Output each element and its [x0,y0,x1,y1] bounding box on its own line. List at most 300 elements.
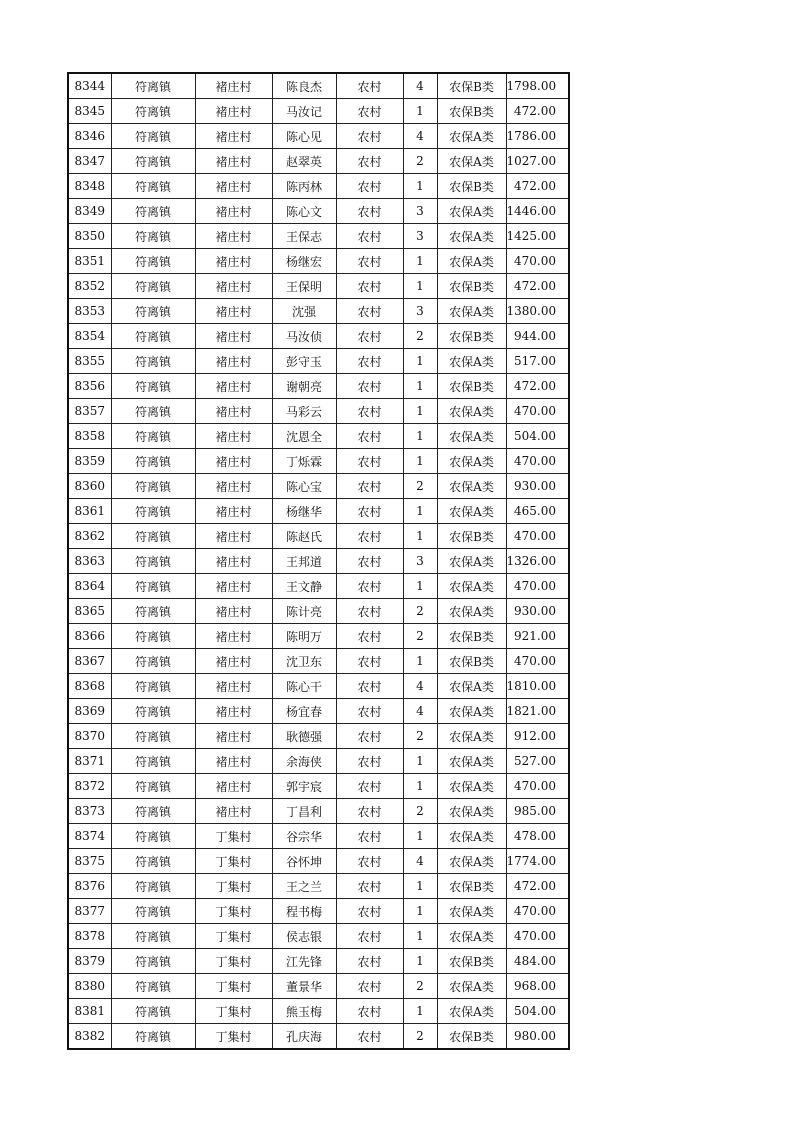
town-cell: 符离镇 [111,274,195,299]
household-size-cell: 1 [403,249,437,274]
insurance-category-cell: 农保A类 [437,824,506,849]
village-cell: 褚庄村 [195,499,272,524]
record-number-cell: 8358 [68,424,111,449]
town-cell: 符离镇 [111,1024,195,1050]
table-row [68,899,569,924]
area-type-cell: 农村 [336,999,403,1024]
insurance-category-cell: 农保A类 [437,674,506,699]
town-cell: 符离镇 [111,99,195,124]
area-type-cell: 农村 [336,199,403,224]
table-row [68,73,569,99]
village-cell: 丁集村 [195,874,272,899]
records-table [67,72,570,1050]
household-size-cell: 2 [403,724,437,749]
area-type-cell: 农村 [336,149,403,174]
insurance-category-cell: 农保A类 [437,974,506,999]
town-cell: 符离镇 [111,599,195,624]
village-cell: 褚庄村 [195,799,272,824]
village-cell: 褚庄村 [195,574,272,599]
town-cell: 符离镇 [111,324,195,349]
record-number-cell: 8371 [68,749,111,774]
table-row [68,249,569,274]
record-number-cell: 8367 [68,649,111,674]
household-size-cell: 4 [403,674,437,699]
area-type-cell: 农村 [336,924,403,949]
table-row [68,149,569,174]
table-row [68,274,569,299]
name-cell: 陈心见 [272,124,336,149]
amount-cell: 517.00 [506,349,569,374]
town-cell: 符离镇 [111,849,195,874]
area-type-cell: 农村 [336,774,403,799]
household-size-cell: 1 [403,649,437,674]
record-number-cell: 8346 [68,124,111,149]
area-type-cell: 农村 [336,474,403,499]
village-cell: 褚庄村 [195,174,272,199]
record-number-cell: 8381 [68,999,111,1024]
town-cell: 符离镇 [111,474,195,499]
name-cell: 江先锋 [272,949,336,974]
table-row [68,399,569,424]
household-size-cell: 1 [403,99,437,124]
record-number-cell: 8356 [68,374,111,399]
amount-cell: 527.00 [506,749,569,774]
town-cell: 符离镇 [111,73,195,99]
amount-cell: 470.00 [506,399,569,424]
table-row [68,624,569,649]
table-row [68,324,569,349]
insurance-category-cell: 农保A类 [437,224,506,249]
name-cell: 杨继华 [272,499,336,524]
household-size-cell: 1 [403,749,437,774]
town-cell: 符离镇 [111,449,195,474]
amount-cell: 921.00 [506,624,569,649]
record-number-cell: 8352 [68,274,111,299]
record-number-cell: 8344 [68,73,111,99]
name-cell: 王保明 [272,274,336,299]
record-number-cell: 8366 [68,624,111,649]
name-cell: 孔庆海 [272,1024,336,1050]
household-size-cell: 3 [403,224,437,249]
area-type-cell: 农村 [336,674,403,699]
insurance-category-cell: 农保A类 [437,474,506,499]
village-cell: 褚庄村 [195,299,272,324]
amount-cell: 478.00 [506,824,569,849]
name-cell: 王保志 [272,224,336,249]
table-row [68,974,569,999]
insurance-category-cell: 农保A类 [437,149,506,174]
village-cell: 褚庄村 [195,349,272,374]
town-cell: 符离镇 [111,699,195,724]
table-row [68,474,569,499]
area-type-cell: 农村 [336,73,403,99]
household-size-cell: 1 [403,424,437,449]
area-type-cell: 农村 [336,749,403,774]
insurance-category-cell: 农保A类 [437,999,506,1024]
amount-cell: 1027.00 [506,149,569,174]
town-cell: 符离镇 [111,549,195,574]
insurance-category-cell: 农保A类 [437,124,506,149]
area-type-cell: 农村 [336,374,403,399]
amount-cell: 968.00 [506,974,569,999]
town-cell: 符离镇 [111,774,195,799]
village-cell: 丁集村 [195,999,272,1024]
village-cell: 褚庄村 [195,424,272,449]
village-cell: 丁集村 [195,974,272,999]
record-number-cell: 8369 [68,699,111,724]
household-size-cell: 1 [403,499,437,524]
amount-cell: 504.00 [506,424,569,449]
table-row [68,724,569,749]
household-size-cell: 4 [403,849,437,874]
amount-cell: 470.00 [506,249,569,274]
area-type-cell: 农村 [336,549,403,574]
amount-cell: 472.00 [506,874,569,899]
table-row [68,599,569,624]
household-size-cell: 2 [403,149,437,174]
table-row [68,424,569,449]
record-number-cell: 8365 [68,599,111,624]
village-cell: 丁集村 [195,949,272,974]
record-number-cell: 8375 [68,849,111,874]
name-cell: 丁烁霖 [272,449,336,474]
record-number-cell: 8374 [68,824,111,849]
table-row [68,699,569,724]
table-row [68,999,569,1024]
village-cell: 褚庄村 [195,399,272,424]
insurance-category-cell: 农保A类 [437,299,506,324]
amount-cell: 912.00 [506,724,569,749]
town-cell: 符离镇 [111,999,195,1024]
household-size-cell: 1 [403,874,437,899]
town-cell: 符离镇 [111,124,195,149]
name-cell: 郭宇宸 [272,774,336,799]
household-size-cell: 4 [403,699,437,724]
town-cell: 符离镇 [111,724,195,749]
name-cell: 程书梅 [272,899,336,924]
household-size-cell: 1 [403,774,437,799]
town-cell: 符离镇 [111,824,195,849]
household-size-cell: 3 [403,549,437,574]
table-row [68,374,569,399]
amount-cell: 1446.00 [506,199,569,224]
table-row [68,749,569,774]
insurance-category-cell: 农保B类 [437,1024,506,1050]
area-type-cell: 农村 [336,724,403,749]
insurance-category-cell: 农保A类 [437,924,506,949]
village-cell: 褚庄村 [195,449,272,474]
amount-cell: 944.00 [506,324,569,349]
town-cell: 符离镇 [111,899,195,924]
insurance-category-cell: 农保A类 [437,424,506,449]
insurance-category-cell: 农保A类 [437,249,506,274]
name-cell: 王邦道 [272,549,336,574]
record-number-cell: 8372 [68,774,111,799]
amount-cell: 470.00 [506,649,569,674]
amount-cell: 472.00 [506,274,569,299]
household-size-cell: 2 [403,624,437,649]
town-cell: 符离镇 [111,349,195,374]
insurance-category-cell: 农保A类 [437,699,506,724]
table-row [68,849,569,874]
insurance-category-cell: 农保A类 [437,549,506,574]
table-body [68,73,569,1049]
area-type-cell: 农村 [336,974,403,999]
table-row [68,649,569,674]
village-cell: 褚庄村 [195,599,272,624]
town-cell: 符离镇 [111,424,195,449]
area-type-cell: 农村 [336,424,403,449]
record-number-cell: 8376 [68,874,111,899]
name-cell: 王文静 [272,574,336,599]
name-cell: 耿德强 [272,724,336,749]
insurance-category-cell: 农保A类 [437,449,506,474]
area-type-cell: 农村 [336,874,403,899]
record-number-cell: 8354 [68,324,111,349]
table-row [68,774,569,799]
insurance-category-cell: 农保A类 [437,724,506,749]
record-number-cell: 8379 [68,949,111,974]
record-number-cell: 8353 [68,299,111,324]
name-cell: 陈计亮 [272,599,336,624]
village-cell: 丁集村 [195,924,272,949]
insurance-category-cell: 农保B类 [437,949,506,974]
amount-cell: 1380.00 [506,299,569,324]
household-size-cell: 2 [403,324,437,349]
table-row [68,674,569,699]
household-size-cell: 1 [403,949,437,974]
household-size-cell: 1 [403,399,437,424]
name-cell: 谷怀坤 [272,849,336,874]
village-cell: 褚庄村 [195,749,272,774]
area-type-cell: 农村 [336,399,403,424]
name-cell: 谢朝亮 [272,374,336,399]
town-cell: 符离镇 [111,149,195,174]
name-cell: 沈强 [272,299,336,324]
village-cell: 褚庄村 [195,774,272,799]
town-cell: 符离镇 [111,199,195,224]
insurance-category-cell: 农保A类 [437,849,506,874]
area-type-cell: 农村 [336,599,403,624]
amount-cell: 1326.00 [506,549,569,574]
area-type-cell: 农村 [336,499,403,524]
record-number-cell: 8377 [68,899,111,924]
amount-cell: 1798.00 [506,73,569,99]
area-type-cell: 农村 [336,349,403,374]
town-cell: 符离镇 [111,574,195,599]
area-type-cell: 农村 [336,174,403,199]
household-size-cell: 2 [403,1024,437,1050]
area-type-cell: 农村 [336,274,403,299]
amount-cell: 504.00 [506,999,569,1024]
amount-cell: 484.00 [506,949,569,974]
town-cell: 符离镇 [111,874,195,899]
name-cell: 丁昌利 [272,799,336,824]
household-size-cell: 4 [403,73,437,99]
name-cell: 马汝记 [272,99,336,124]
amount-cell: 985.00 [506,799,569,824]
record-number-cell: 8355 [68,349,111,374]
household-size-cell: 1 [403,174,437,199]
amount-cell: 930.00 [506,474,569,499]
record-number-cell: 8380 [68,974,111,999]
village-cell: 褚庄村 [195,99,272,124]
area-type-cell: 农村 [336,1024,403,1050]
insurance-category-cell: 农保B类 [437,874,506,899]
table-row [68,549,569,574]
village-cell: 褚庄村 [195,374,272,399]
insurance-category-cell: 农保A类 [437,899,506,924]
name-cell: 陈丙林 [272,174,336,199]
area-type-cell: 农村 [336,524,403,549]
record-number-cell: 8360 [68,474,111,499]
area-type-cell: 农村 [336,799,403,824]
name-cell: 赵翠英 [272,149,336,174]
table-row [68,124,569,149]
area-type-cell: 农村 [336,324,403,349]
amount-cell: 1786.00 [506,124,569,149]
amount-cell: 980.00 [506,1024,569,1050]
name-cell: 陈良杰 [272,73,336,99]
household-size-cell: 2 [403,974,437,999]
insurance-category-cell: 农保A类 [437,599,506,624]
village-cell: 褚庄村 [195,624,272,649]
amount-cell: 1774.00 [506,849,569,874]
household-size-cell: 1 [403,274,437,299]
town-cell: 符离镇 [111,949,195,974]
town-cell: 符离镇 [111,224,195,249]
table-row [68,349,569,374]
amount-cell: 470.00 [506,924,569,949]
household-size-cell: 1 [403,349,437,374]
insurance-category-cell: 农保A类 [437,749,506,774]
amount-cell: 472.00 [506,174,569,199]
record-number-cell: 8378 [68,924,111,949]
record-number-cell: 8359 [68,449,111,474]
insurance-category-cell: 农保A类 [437,199,506,224]
town-cell: 符离镇 [111,799,195,824]
insurance-category-cell: 农保B类 [437,99,506,124]
record-number-cell: 8357 [68,399,111,424]
record-number-cell: 8370 [68,724,111,749]
name-cell: 陈心干 [272,674,336,699]
insurance-category-cell: 农保B类 [437,374,506,399]
amount-cell: 1810.00 [506,674,569,699]
area-type-cell: 农村 [336,249,403,274]
village-cell: 丁集村 [195,824,272,849]
town-cell: 符离镇 [111,299,195,324]
record-number-cell: 8373 [68,799,111,824]
record-number-cell: 8361 [68,499,111,524]
village-cell: 褚庄村 [195,324,272,349]
town-cell: 符离镇 [111,174,195,199]
town-cell: 符离镇 [111,399,195,424]
table-row [68,1024,569,1050]
name-cell: 董景华 [272,974,336,999]
amount-cell: 470.00 [506,524,569,549]
amount-cell: 465.00 [506,499,569,524]
insurance-category-cell: 农保A类 [437,499,506,524]
village-cell: 褚庄村 [195,474,272,499]
town-cell: 符离镇 [111,924,195,949]
table-row [68,924,569,949]
town-cell: 符离镇 [111,524,195,549]
area-type-cell: 农村 [336,574,403,599]
table-row [68,799,569,824]
household-size-cell: 2 [403,799,437,824]
insurance-category-cell: 农保B类 [437,524,506,549]
village-cell: 褚庄村 [195,724,272,749]
name-cell: 陈明万 [272,624,336,649]
name-cell: 熊玉梅 [272,999,336,1024]
household-size-cell: 1 [403,574,437,599]
village-cell: 丁集村 [195,1024,272,1050]
household-size-cell: 4 [403,124,437,149]
table-row [68,224,569,249]
household-size-cell: 1 [403,449,437,474]
town-cell: 符离镇 [111,674,195,699]
insurance-category-cell: 农保B类 [437,73,506,99]
household-size-cell: 2 [403,474,437,499]
area-type-cell: 农村 [336,949,403,974]
village-cell: 褚庄村 [195,73,272,99]
area-type-cell: 农村 [336,849,403,874]
area-type-cell: 农村 [336,124,403,149]
record-number-cell: 8368 [68,674,111,699]
amount-cell: 470.00 [506,449,569,474]
name-cell: 彭守玉 [272,349,336,374]
household-size-cell: 1 [403,374,437,399]
village-cell: 褚庄村 [195,149,272,174]
insurance-category-cell: 农保B类 [437,174,506,199]
name-cell: 马汝侦 [272,324,336,349]
record-number-cell: 8364 [68,574,111,599]
name-cell: 陈心文 [272,199,336,224]
table-row [68,524,569,549]
name-cell: 沈卫东 [272,649,336,674]
town-cell: 符离镇 [111,649,195,674]
village-cell: 褚庄村 [195,124,272,149]
name-cell: 余海侠 [272,749,336,774]
name-cell: 杨继宏 [272,249,336,274]
amount-cell: 1821.00 [506,699,569,724]
amount-cell: 470.00 [506,899,569,924]
insurance-category-cell: 农保A类 [437,799,506,824]
household-size-cell: 3 [403,299,437,324]
table-row [68,449,569,474]
record-number-cell: 8362 [68,524,111,549]
town-cell: 符离镇 [111,749,195,774]
amount-cell: 930.00 [506,599,569,624]
area-type-cell: 农村 [336,299,403,324]
village-cell: 褚庄村 [195,249,272,274]
amount-cell: 470.00 [506,774,569,799]
amount-cell: 1425.00 [506,224,569,249]
town-cell: 符离镇 [111,374,195,399]
village-cell: 丁集村 [195,899,272,924]
village-cell: 褚庄村 [195,274,272,299]
household-size-cell: 2 [403,599,437,624]
name-cell: 谷宗华 [272,824,336,849]
name-cell: 陈赵氏 [272,524,336,549]
village-cell: 褚庄村 [195,674,272,699]
insurance-category-cell: 农保A类 [437,349,506,374]
record-number-cell: 8382 [68,1024,111,1050]
town-cell: 符离镇 [111,499,195,524]
insurance-category-cell: 农保B类 [437,624,506,649]
record-number-cell: 8345 [68,99,111,124]
area-type-cell: 农村 [336,224,403,249]
